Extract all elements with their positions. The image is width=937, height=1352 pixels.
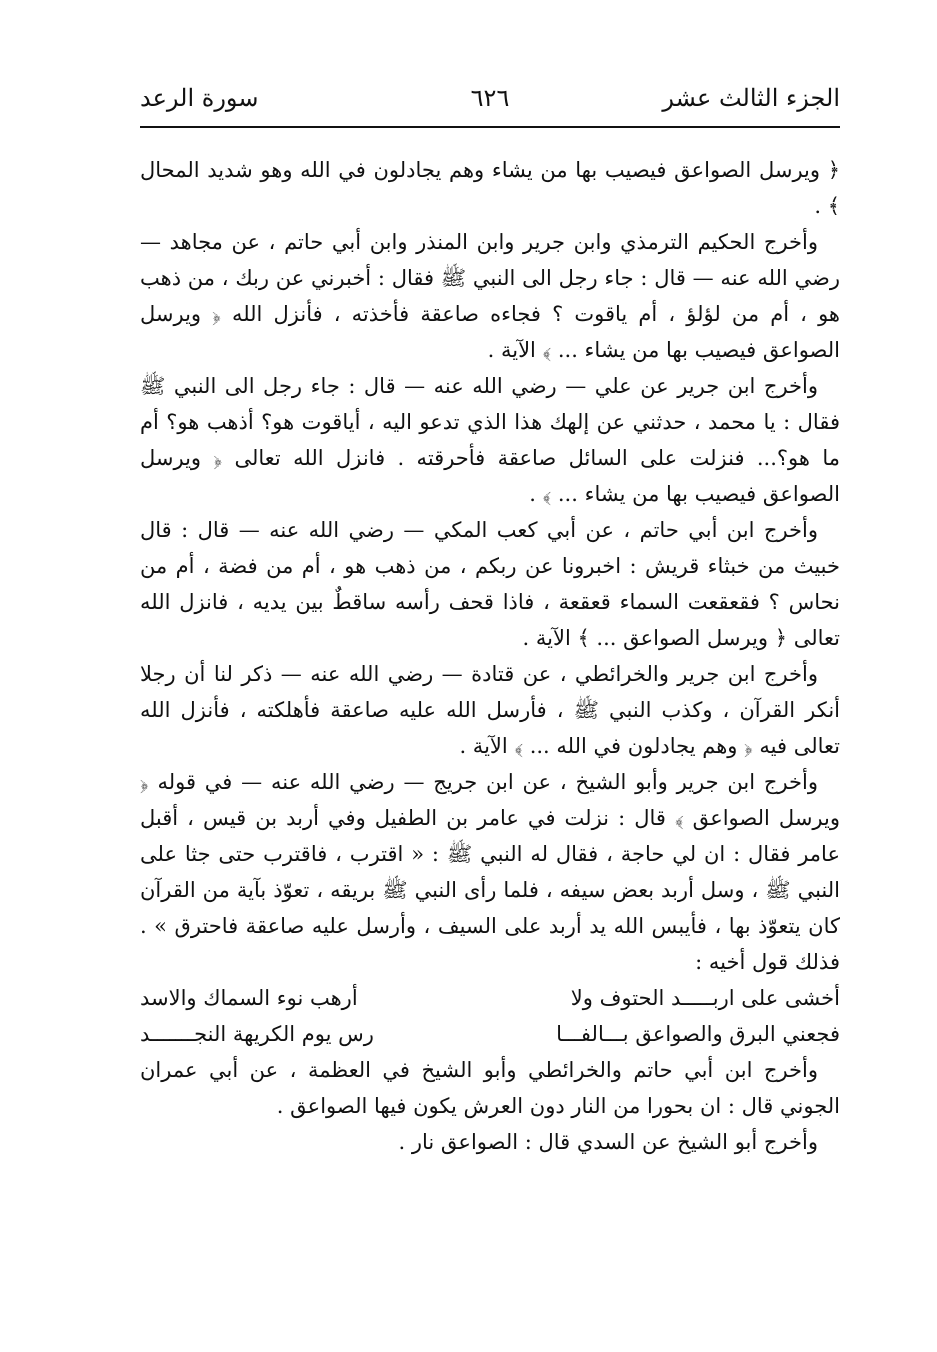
- poem-hemistich-first: أخشى على اربـــــد الحتوف ولا: [570, 986, 840, 1010]
- narration-paragraph: وأخرج الحكيم الترمذي وابن جرير وابن المنذر وابن أبي حاتم ، عن مجاهد — رضي الله عنه — قال : جاء رجل الى النبي ﷺ فقال : أخبرني عن ربك ، من ذهب هو ، أم من لؤلؤ ، أم ياقوت ؟ فجاءه صاعقة فأخذته ، فأنزل الله ﴿ ويرسل الصواعق فيصيب بها من يشاء ... ﴾ الآية .: [140, 230, 840, 362]
- verse-paragraph: ﴿ ويرسل الصواعق فيصيب بها من يشاء وهم يجادلون في الله وهو شديد المحال ﴾ .: [140, 158, 840, 218]
- poem-line: [140, 980, 840, 1016]
- surah-label: سورة الرعد: [140, 84, 259, 112]
- poem-line: [140, 1016, 840, 1052]
- narration-paragraph: وأخرج ابن جرير والخرائطي ، عن قتادة — رضي الله عنه — ذكر لنا أن رجلا أنكر القرآن ، وكذب النبي ﷺ ، فأرسل الله عليه صاعقة فأهلكته ، فأنزل الله تعالى فيه ﴿ وهم يجادلون في الله ... ﴾ الآية .: [140, 662, 840, 758]
- poem-hemistich-first: فجعني البرق والصواعق بـــالفـــا: [556, 1022, 840, 1046]
- page-body: [140, 152, 840, 1160]
- header-divider: [140, 126, 840, 128]
- poem-hemistich-second: رس يوم الكريهة النجـــــــد: [140, 1022, 374, 1046]
- narration-paragraph: وأخرج ابن أبي حاتم والخرائطي وأبو الشيخ في العظمة ، عن أبي عمران الجوني قال : ان بحورا من النار دون العرش يكون فيها الصواعق .: [140, 1058, 840, 1118]
- page-number: ٦٢٦: [470, 84, 510, 112]
- narration-paragraph: وأخرج ابن أبي حاتم ، عن أبي كعب المكي — رضي الله عنه — قال : قال خبيث من خبثاء قريش : اخبرونا عن ربكم ، من ذهب هو ، أم من فضة ، أم من نحاس ؟ فقعقعت السماء قعقعة ، فاذا قحف رأسه ساقطٌ بين يديه ، فانزل الله تعالى ﴿ ويرسل الصواعق ... ﴾ الآية .: [140, 518, 840, 650]
- narration-paragraph: وأخرج ابن جرير وأبو الشيخ ، عن ابن جريج — رضي الله عنه — في قوله ﴿ ويرسل الصواعق ﴾ قال : نزلت في عامر بن الطفيل وفي أربد بن قيس ، أقبل عامر فقال : ان لي حاجة ، فقال له النبي ﷺ : « اقترب ، فاقترب حتى جثا على النبي ﷺ ، وسل أربد بعض سيفه ، فلما رأى النبي ﷺ بريقه ، تعوّذ بآية من القرآن كان يتعوّذ بها ، فأيبس الله يد أربد على السيف ، وأرسل عليه صاعقة فاحترق » . فذلك قول أخيه :: [140, 770, 840, 974]
- juz-label: الجزء الثالث عشر: [662, 84, 840, 112]
- page-header: [140, 78, 840, 118]
- poem-hemistich-second: أرهب نوء السماك والاسد: [140, 986, 358, 1010]
- narration-paragraph: وأخرج ابن جرير عن علي — رضي الله عنه — قال : جاء رجل الى النبي ﷺ فقال : يا محمد ، حدثني عن إلهك هذا الذي تدعو اليه ، أياقوت هو؟ أذهب هو؟ أم ما هو؟... فنزلت على السائل صاعقة فأحرقته . فانزل الله تعالى ﴿ ويرسل الصواعق فيصيب بها من يشاء ... ﴾ .: [140, 374, 840, 506]
- narration-paragraph: وأخرج أبو الشيخ عن السدي قال : الصواعق نار .: [398, 1130, 818, 1154]
